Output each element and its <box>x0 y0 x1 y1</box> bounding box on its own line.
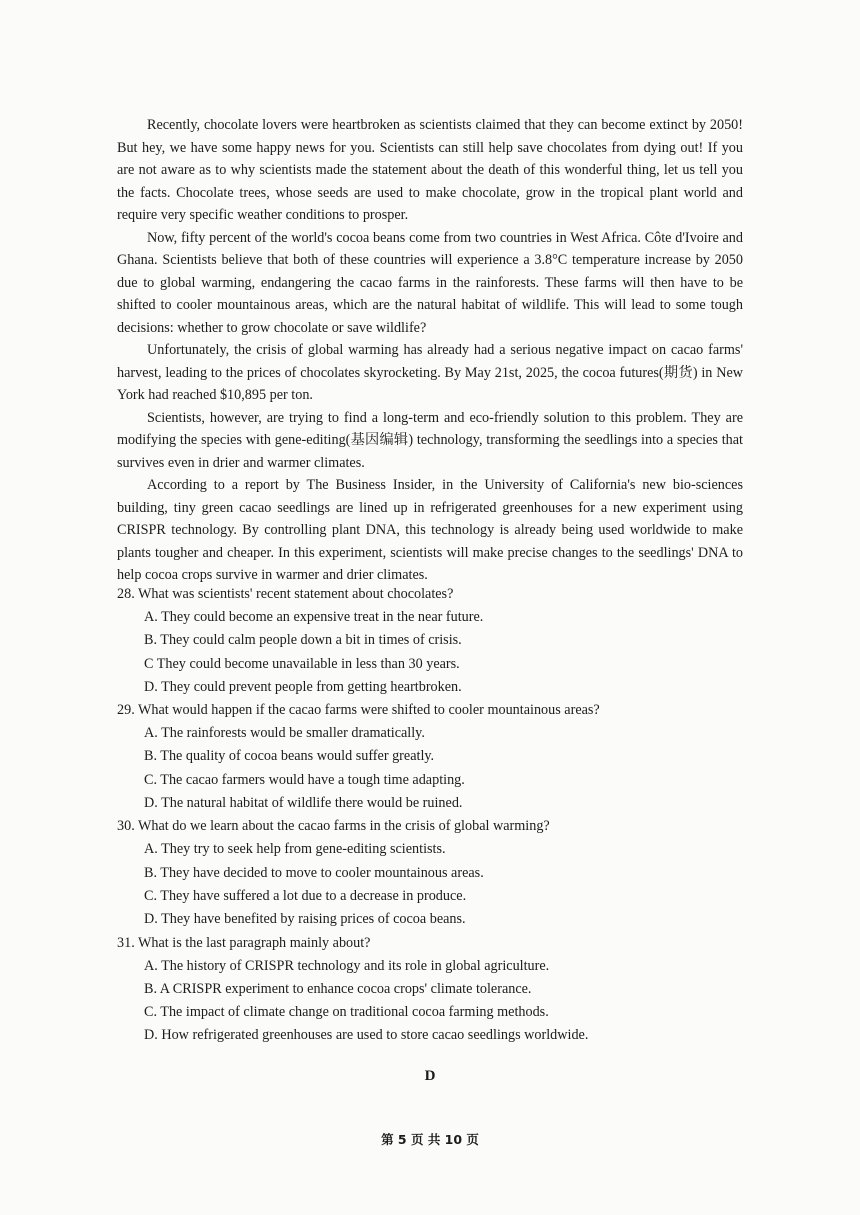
passage-paragraph-3: Unfortunately, the crisis of global warming has already had a serious negative impact on cacao farms' harvest, leading to the prices of chocolates skyrocketing. By May 21st, 2025, the cocoa futures(期货) in New York had reached $10,895 per ton. <box>117 342 743 403</box>
page-number-footer: 第 5 页 共 10 页 <box>381 1132 479 1147</box>
option-d: D. They could prevent people from getting heartbroken. <box>144 678 462 695</box>
passage-paragraph-4: Scientists, however, are trying to find a long-term and eco-friendly solution to this problem. They are modifying the species with gene-editing(基因编辑) technology, transforming the seedlings into a species that survives even in drier and warmer climates. <box>117 409 743 471</box>
question-31 <box>117 932 743 1048</box>
reading-passage <box>117 114 743 587</box>
question-list <box>117 583 743 1048</box>
question-28 <box>117 583 743 699</box>
option-a: A. They could become an expensive treat in the near future. <box>144 609 484 625</box>
option-b: B. They have decided to move to cooler mountainous areas. <box>144 864 484 881</box>
option-b: B. They could calm people down a bit in times of crisis. <box>144 632 462 649</box>
passage-paragraph-2: Now, fifty percent of the world's cocoa beans come from two countries in West Africa. Côte d'Ivoire and Ghana. Scientists believe that both of these countries will experience a 3.8°C temperature increase by 2050 due to global warming, endangering the cacao farms in the rainforests. These farms will then have to be shifted to cooler mountainous areas, which are the natural habitat of wildlife. This will lead to some tough decisions: whether to grow chocolate or save wildlife? <box>117 229 743 336</box>
question-stem: 28. What was scientists' recent statement about chocolates? <box>117 586 454 602</box>
option-d: D. They have benefited by raising prices of cocoa beans. <box>144 911 466 928</box>
option-c: C. The impact of climate change on traditional cocoa farming methods. <box>144 1004 549 1021</box>
option-d: D. The natural habitat of wildlife there would be ruined. <box>144 795 463 812</box>
option-a: A. The history of CRISPR technology and its role in global agriculture. <box>144 957 550 974</box>
question-stem: 30. What do we learn about the cacao farms in the crisis of global warming? <box>117 818 550 835</box>
option-c: C. They have suffered a lot due to a decrease in produce. <box>144 887 467 904</box>
question-stem: 31. What is the last paragraph mainly about? <box>117 934 371 951</box>
question-29 <box>117 699 743 815</box>
passage-paragraph-1: Recently, chocolate lovers were heartbroken as scientists claimed that they can become extinct by 2050! But hey, we have some happy news for you. Scientists can still help save chocolates from dying out! If you are not aware as to why scientists made the statement about the death of this wonderful thing, let us tell you the facts. Chocolate trees, whose seeds are used to make chocolate, grow in the tropical plant world and require very specific weather conditions to prosper. <box>117 117 743 223</box>
section-heading: D <box>424 1068 436 1084</box>
question-30 <box>117 815 743 931</box>
option-a: A. The rainforests would be smaller dramatically. <box>144 725 425 742</box>
option-b: B. A CRISPR experiment to enhance cocoa crops' climate tolerance. <box>144 980 532 997</box>
option-d: D. How refrigerated greenhouses are used to store cacao seedlings worldwide. <box>144 1027 589 1044</box>
option-a: A. They try to seek help from gene-editing scientists. <box>144 841 446 858</box>
option-c: C They could become unavailable in less than 30 years. <box>144 655 460 672</box>
option-c: C. The cacao farmers would have a tough time adapting. <box>144 771 465 788</box>
question-stem: 29. What would happen if the cacao farms were shifted to cooler mountainous areas? <box>117 702 600 719</box>
option-b: B. The quality of cocoa beans would suffer greatly. <box>144 748 435 765</box>
passage-paragraph-5: According to a report by The Business Insider, in the University of California's new bio-sciences building, tiny green cacao seedlings are lined up in refrigerated greenhouses for a new experiment using CRISPR technology. By controlling plant DNA, this technology is already being used worldwide to make plants tougher and cheaper. In this experiment, scientists will make precise changes to the seedlings' DNA to help cocoa crops survive in warmer and drier climates. <box>117 477 743 583</box>
